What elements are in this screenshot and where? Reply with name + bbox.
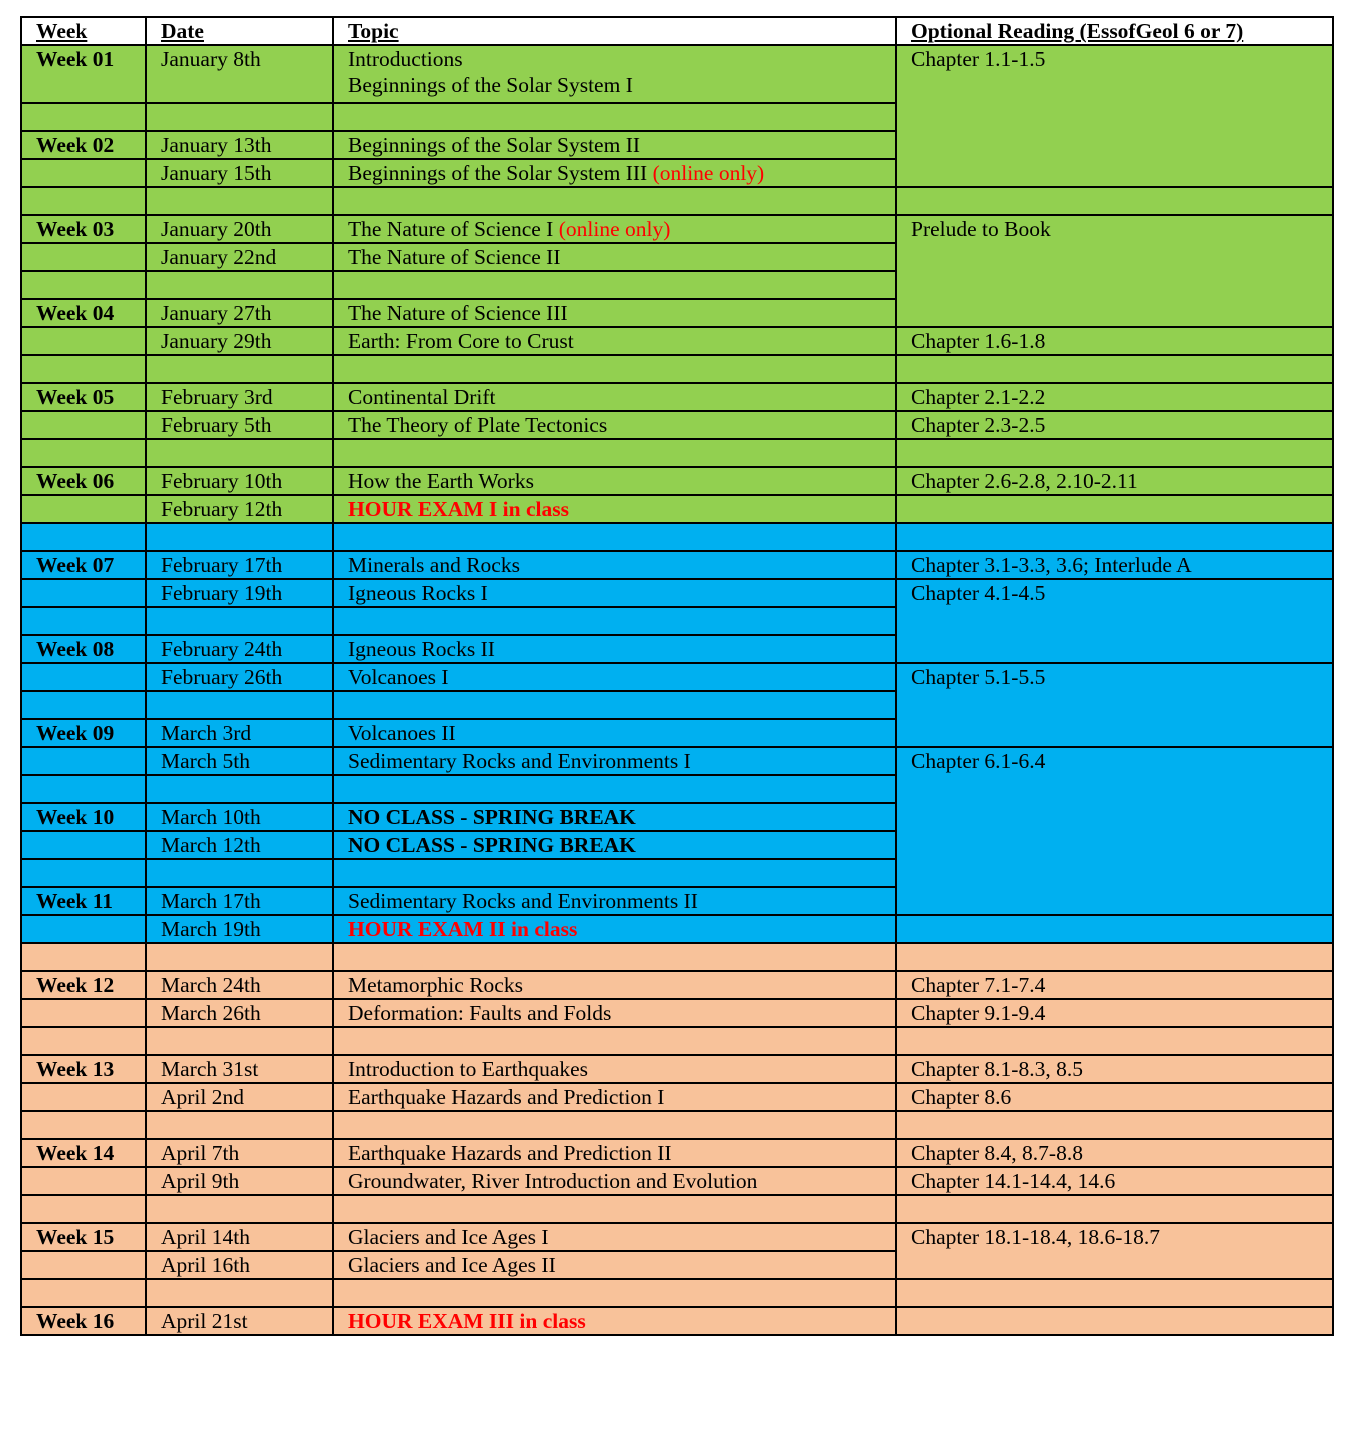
exam-topic-cell: HOUR EXAM II in class <box>333 915 896 943</box>
topic-line: Beginnings of the Solar System I <box>348 73 633 97</box>
week-cell: Week 07 <box>21 551 146 579</box>
date-cell: January 15th <box>146 159 333 187</box>
date-cell: February 10th <box>146 467 333 495</box>
table-row <box>21 495 1333 523</box>
week-cell: Week 08 <box>21 635 146 663</box>
date-cell: March 31st <box>146 1055 333 1083</box>
date-cell: April 9th <box>146 1167 333 1195</box>
table-row <box>21 1083 1333 1111</box>
reading-cell: Prelude to Book <box>896 215 1333 327</box>
date-cell: February 3rd <box>146 383 333 411</box>
week-cell: Week 09 <box>21 719 146 747</box>
table-row <box>21 747 1333 775</box>
exam-topic-cell: HOUR EXAM I in class <box>333 495 896 523</box>
date-cell: February 19th <box>146 579 333 607</box>
no-class-topic-cell: NO CLASS - SPRING BREAK <box>333 803 896 831</box>
topic-cell: Beginnings of the Solar System II <box>333 131 896 159</box>
week-cell: Week 04 <box>21 299 146 327</box>
week-cell: Week 11 <box>21 887 146 915</box>
date-cell: January 8th <box>146 45 333 103</box>
table-row <box>21 1139 1333 1167</box>
reading-cell: Chapter 9.1-9.4 <box>896 999 1333 1027</box>
topic-cell: Sedimentary Rocks and Environments II <box>333 887 896 915</box>
topic-line: Introductions <box>348 47 463 71</box>
spacer-row <box>21 1027 1333 1055</box>
table-row <box>21 1055 1333 1083</box>
date-cell: April 14th <box>146 1223 333 1251</box>
week-cell: Week 01 <box>21 45 146 103</box>
table-row <box>21 215 1333 243</box>
date-cell: March 10th <box>146 803 333 831</box>
date-cell: January 29th <box>146 327 333 355</box>
table-row <box>21 1223 1333 1251</box>
reading-cell: Chapter 6.1-6.4 <box>896 747 1333 915</box>
week-cell: Week 03 <box>21 215 146 243</box>
reading-cell: Chapter 3.1-3.3, 3.6; Interlude A <box>896 551 1333 579</box>
date-cell: April 21st <box>146 1307 333 1335</box>
reading-cell: Chapter 1.6-1.8 <box>896 327 1333 355</box>
online-only-note: (online only) <box>558 217 671 241</box>
reading-cell: Chapter 18.1-18.4, 18.6-18.7 <box>896 1223 1333 1279</box>
table-row <box>21 1167 1333 1195</box>
course-schedule-table <box>20 16 1334 1336</box>
date-cell: March 26th <box>146 999 333 1027</box>
topic-cell: Deformation: Faults and Folds <box>333 999 896 1027</box>
topic-cell <box>333 159 896 187</box>
date-cell: April 7th <box>146 1139 333 1167</box>
table-row <box>21 45 1333 103</box>
week-cell: Week 05 <box>21 383 146 411</box>
date-cell: February 17th <box>146 551 333 579</box>
reading-header: Optional Reading (EssofGeol 6 or 7) <box>896 17 1333 45</box>
reading-cell: Chapter 8.1-8.3, 8.5 <box>896 1055 1333 1083</box>
topic-cell: Earthquake Hazards and Prediction I <box>333 1083 896 1111</box>
topic-cell: Igneous Rocks II <box>333 635 896 663</box>
date-cell: January 27th <box>146 299 333 327</box>
date-cell: February 26th <box>146 663 333 691</box>
spacer-row <box>21 1195 1333 1223</box>
table-row <box>21 915 1333 943</box>
table-row <box>21 383 1333 411</box>
table-row <box>21 1307 1333 1335</box>
date-cell: February 5th <box>146 411 333 439</box>
topic-cell: The Nature of Science III <box>333 299 896 327</box>
reading-cell: Chapter 7.1-7.4 <box>896 971 1333 999</box>
topic-cell: Glaciers and Ice Ages I <box>333 1223 896 1251</box>
topic-cell: Earthquake Hazards and Prediction II <box>333 1139 896 1167</box>
date-cell: March 17th <box>146 887 333 915</box>
topic-cell: The Theory of Plate Tectonics <box>333 411 896 439</box>
date-cell: March 5th <box>146 747 333 775</box>
topic-cell: Sedimentary Rocks and Environments I <box>333 747 896 775</box>
topic-cell: Introduction to Earthquakes <box>333 1055 896 1083</box>
week-cell: Week 15 <box>21 1223 146 1251</box>
reading-cell: Chapter 14.1-14.4, 14.6 <box>896 1167 1333 1195</box>
date-cell: March 19th <box>146 915 333 943</box>
table-row <box>21 971 1333 999</box>
table-row <box>21 999 1333 1027</box>
exam-topic-cell: HOUR EXAM III in class <box>333 1307 896 1335</box>
date-cell: February 12th <box>146 495 333 523</box>
date-cell: March 12th <box>146 831 333 859</box>
reading-cell: Chapter 2.1-2.2 <box>896 383 1333 411</box>
week-cell: Week 16 <box>21 1307 146 1335</box>
date-cell: January 13th <box>146 131 333 159</box>
topic-cell: Glaciers and Ice Ages II <box>333 1251 896 1279</box>
reading-cell: Chapter 4.1-4.5 <box>896 579 1333 663</box>
topic-cell: Volcanoes I <box>333 663 896 691</box>
spacer-row <box>21 355 1333 383</box>
topic-header: Topic <box>333 17 896 45</box>
topic-cell: Minerals and Rocks <box>333 551 896 579</box>
date-header: Date <box>146 17 333 45</box>
week-cell: Week 02 <box>21 131 146 159</box>
table-row <box>21 663 1333 691</box>
topic-cell: Volcanoes II <box>333 719 896 747</box>
date-cell: March 3rd <box>146 719 333 747</box>
reading-cell: Chapter 5.1-5.5 <box>896 663 1333 747</box>
table-row <box>21 327 1333 355</box>
date-cell: January 22nd <box>146 243 333 271</box>
spacer-row <box>21 1111 1333 1139</box>
topic-cell: Earth: From Core to Crust <box>333 327 896 355</box>
table-row <box>21 411 1333 439</box>
week-cell: Week 10 <box>21 803 146 831</box>
topic-text: Beginnings of the Solar System III <box>348 161 648 185</box>
table-row <box>21 579 1333 607</box>
week-cell: Week 13 <box>21 1055 146 1083</box>
week-header: Week <box>21 17 146 45</box>
reading-cell: Chapter 2.3-2.5 <box>896 411 1333 439</box>
topic-text: The Nature of Science I <box>348 217 554 241</box>
reading-cell: Chapter 8.6 <box>896 1083 1333 1111</box>
table-row <box>21 551 1333 579</box>
no-class-topic-cell: NO CLASS - SPRING BREAK <box>333 831 896 859</box>
week-cell: Week 12 <box>21 971 146 999</box>
reading-cell: Chapter 1.1-1.5 <box>896 45 1333 187</box>
week-cell: Week 06 <box>21 467 146 495</box>
date-cell: April 2nd <box>146 1083 333 1111</box>
topic-cell <box>333 45 896 103</box>
reading-cell: Chapter 2.6-2.8, 2.10-2.11 <box>896 467 1333 495</box>
topic-cell: Continental Drift <box>333 383 896 411</box>
topic-cell <box>333 215 896 243</box>
header-row <box>21 17 1333 45</box>
spacer-row <box>21 943 1333 971</box>
spacer-row <box>21 523 1333 551</box>
date-cell: March 24th <box>146 971 333 999</box>
topic-cell: The Nature of Science II <box>333 243 896 271</box>
date-cell: April 16th <box>146 1251 333 1279</box>
date-cell: January 20th <box>146 215 333 243</box>
online-only-note: (online only) <box>652 161 765 185</box>
spacer-row <box>21 439 1333 467</box>
topic-cell: Metamorphic Rocks <box>333 971 896 999</box>
week-cell: Week 14 <box>21 1139 146 1167</box>
spacer-row <box>21 187 1333 215</box>
topic-cell: How the Earth Works <box>333 467 896 495</box>
date-cell: February 24th <box>146 635 333 663</box>
table-row <box>21 467 1333 495</box>
topic-cell: Groundwater, River Introduction and Evolution <box>333 1167 896 1195</box>
topic-cell: Igneous Rocks I <box>333 579 896 607</box>
reading-cell: Chapter 8.4, 8.7-8.8 <box>896 1139 1333 1167</box>
spacer-row <box>21 1279 1333 1307</box>
